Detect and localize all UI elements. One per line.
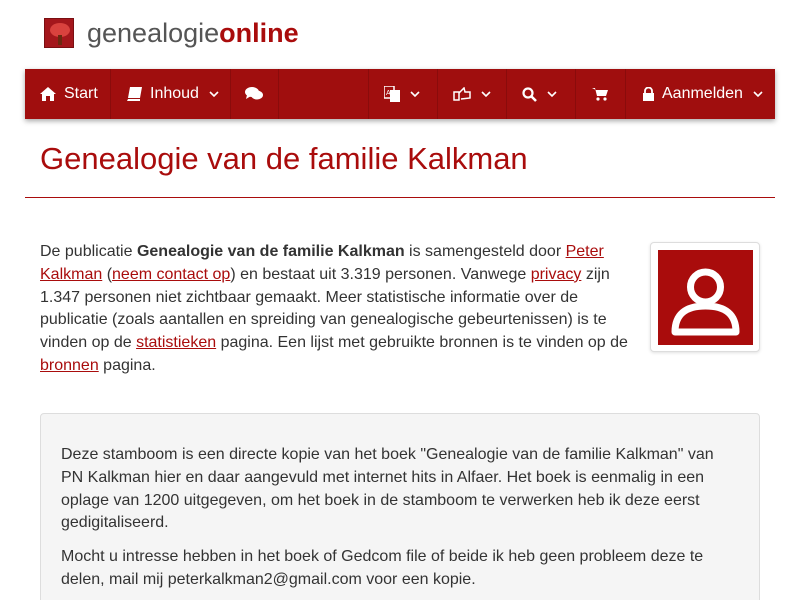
intro-text: pagina. Een lijst met gebruikte bronnen is te vinden op de	[216, 334, 628, 352]
book-icon	[127, 87, 142, 101]
nav-language[interactable]	[369, 69, 438, 119]
intro-text: ) en bestaat uit 3.319 personen. Vanwege	[230, 265, 531, 283]
nav-inhoud-label: Inhoud	[150, 85, 199, 102]
logo-text-online: online	[219, 18, 299, 48]
cart-icon	[592, 87, 608, 101]
nav-spacer	[279, 69, 369, 119]
tree-logo-icon	[44, 18, 74, 48]
intro-text: zijn 1.347 personen niet zichtbaar gemaakt. Meer statistische informatie over de publicatie (zoals aantallen en spreiding van genealogische gebeurtenissen) is te vinden op de	[40, 265, 610, 352]
page-title: Genealogie van de familie Kalkman	[40, 141, 528, 176]
nav-inhoud[interactable]	[111, 69, 231, 119]
chevron-down-icon	[410, 89, 420, 99]
description-paragraph-2: Mocht u intresse hebben in het boek of Gedcom file of beide ik heb geen probleem deze te delen, mail mij peterkalkman2@gmail.com voor een kopie.	[61, 548, 704, 588]
nav-cart[interactable]	[576, 69, 626, 119]
nav-messages[interactable]	[231, 69, 279, 119]
user-icon	[658, 250, 753, 345]
nav-login-label: Aanmelden	[662, 85, 743, 102]
translate-icon	[384, 86, 400, 102]
sources-link[interactable]: bronnen	[40, 356, 99, 374]
publication-name: Genealogie van de familie Kalkman	[136, 243, 405, 260]
nav-start[interactable]	[25, 69, 111, 119]
author-avatar[interactable]	[650, 242, 760, 352]
search-icon	[522, 87, 537, 102]
contact-link[interactable]: neem contact op	[112, 265, 231, 283]
comments-icon	[245, 87, 263, 101]
chevron-down-icon	[753, 89, 763, 99]
main-navbar	[25, 69, 775, 119]
svg-text:A: A	[386, 90, 391, 97]
privacy-link[interactable]: privacy	[530, 265, 582, 283]
lock-icon	[643, 87, 654, 101]
logo-text	[87, 18, 299, 48]
nav-share[interactable]	[438, 69, 507, 119]
intro-text: De publicatie	[40, 243, 137, 260]
nav-search[interactable]	[507, 69, 576, 119]
avatar-frame	[658, 250, 753, 345]
nav-start-label: Start	[64, 85, 98, 102]
description-paragraph-1: Deze stamboom is een directe kopie van het boek "Genealogie van de familie Kalkman" van PN Kalkman hier en daar aangevuld met internet hits in Alfaer. Het boek is eenmalig in een oplage van 1200 uitgegeven, om het boek in de stamboom te verwerken heb ik deze eerst gedigitaliseerd.	[61, 446, 714, 532]
chevron-down-icon	[209, 89, 219, 99]
site-logo[interactable]	[44, 18, 299, 48]
publication-intro	[40, 241, 632, 378]
nav-login[interactable]	[626, 69, 775, 119]
chevron-down-icon	[481, 89, 491, 99]
chevron-down-icon	[547, 89, 557, 99]
logo-text-genealogie: genealogie	[87, 18, 220, 48]
intro-text: is samengesteld door	[404, 243, 566, 260]
statistics-link[interactable]: statistieken	[136, 334, 217, 352]
intro-text: pagina.	[98, 356, 156, 374]
publication-description	[40, 413, 760, 600]
author-link[interactable]: Peter Kalkman	[40, 243, 604, 283]
title-divider	[25, 197, 775, 198]
intro-text: (	[102, 265, 113, 283]
home-icon	[40, 87, 56, 101]
share-icon	[453, 87, 471, 101]
